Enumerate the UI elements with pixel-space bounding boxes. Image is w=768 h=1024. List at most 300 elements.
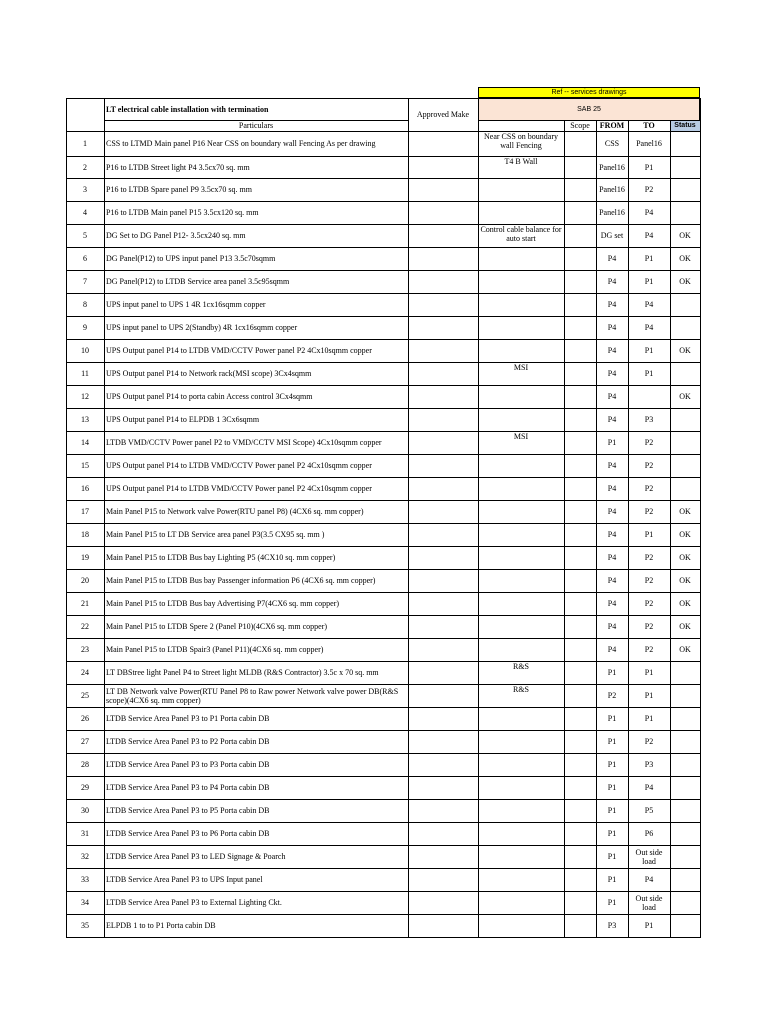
row-status: [670, 131, 700, 156]
row-to: P1: [644, 369, 654, 378]
row-status: OK: [679, 277, 691, 286]
row-to: P4: [644, 208, 654, 217]
row-scope: [564, 753, 596, 776]
row-number: 29: [81, 783, 89, 792]
row-from: P4: [607, 346, 617, 355]
row-particular: LTDB Service Area Panel P3 to P1 Porta cabin DB: [106, 714, 270, 723]
vertical-rule: [628, 120, 629, 938]
row-particular: CSS to LTMD Main panel P16 Near CSS on boundary wall Fencing As per drawing: [106, 139, 376, 148]
row-particular: UPS input panel to UPS 1 4R 1cx16sqmm copper: [106, 300, 266, 309]
row-scope: [564, 523, 596, 546]
row-to: P4: [644, 231, 654, 240]
row-note: [478, 891, 564, 914]
row-from: CSS: [604, 139, 620, 148]
row-make: [408, 293, 478, 316]
row-make: [408, 914, 478, 937]
row-particular: UPS Output panel P14 to LTDB VMD/CCTV Power panel P2 4Cx10sqmm copper: [106, 484, 372, 493]
row-particular: LTDB Service Area Panel P3 to P6 Porta cabin DB: [106, 829, 270, 838]
row-status: [670, 316, 700, 339]
row-status: OK: [679, 392, 691, 401]
row-make: [408, 477, 478, 500]
row-number: 12: [81, 392, 89, 401]
row-to: P4: [644, 323, 654, 332]
horizontal-rule: [66, 822, 701, 823]
horizontal-rule: [66, 730, 701, 731]
row-make: [408, 454, 478, 477]
row-note: Control cable balance for auto start: [480, 225, 562, 243]
row-from: P1: [607, 783, 617, 792]
row-particular: UPS Output panel P14 to porta cabin Access control 3Cx4sqmm: [106, 392, 313, 401]
row-from: P1: [607, 737, 617, 746]
row-number: 25: [81, 691, 89, 700]
row-number: 26: [81, 714, 89, 723]
row-number: 9: [83, 323, 87, 332]
particulars-header: Particulars: [238, 121, 274, 130]
row-number: 31: [81, 829, 89, 838]
row-make: [408, 799, 478, 822]
row-make: [408, 500, 478, 523]
row-particular: LTDB Service Area Panel P3 to P4 Porta cabin DB: [106, 783, 270, 792]
row-status: [670, 362, 700, 385]
row-scope: [564, 477, 596, 500]
row-note: [478, 454, 564, 477]
row-status: OK: [679, 507, 691, 516]
row-particular: UPS Output panel P14 to LTDB VMD/CCTV Power panel P2 4Cx10sqmm copper: [106, 346, 372, 355]
row-from: P4: [607, 415, 617, 424]
row-from: P1: [607, 875, 617, 884]
row-make: [408, 431, 478, 454]
horizontal-rule: [66, 937, 701, 938]
horizontal-rule: [66, 293, 701, 294]
row-scope: [564, 569, 596, 592]
row-from: P4: [607, 553, 617, 562]
row-from: P3: [607, 921, 617, 930]
row-number: 34: [81, 898, 89, 907]
horizontal-rule: [66, 477, 701, 478]
horizontal-rule: [66, 131, 701, 132]
vertical-rule: [596, 120, 597, 938]
row-number: 30: [81, 806, 89, 815]
row-status: [670, 201, 700, 224]
row-make: [408, 270, 478, 293]
row-number: 21: [81, 599, 89, 608]
row-number: 15: [81, 461, 89, 470]
row-scope: [564, 638, 596, 661]
row-to: P1: [644, 530, 654, 539]
row-note: [478, 914, 564, 937]
horizontal-rule: [66, 500, 701, 501]
row-particular: Main Panel P15 to LT DB Service area panel P3(3.5 CX95 sq. mm ): [106, 530, 325, 539]
row-from: P4: [607, 622, 617, 631]
row-number: 35: [81, 921, 89, 930]
row-to: P3: [644, 415, 654, 424]
row-number: 23: [81, 645, 89, 654]
row-number: 3: [83, 185, 87, 194]
row-from: P1: [607, 898, 617, 907]
horizontal-rule: [66, 615, 701, 616]
horizontal-rule: [66, 707, 701, 708]
row-scope: [564, 707, 596, 730]
horizontal-rule: [66, 98, 701, 99]
row-status: [670, 753, 700, 776]
row-make: [408, 592, 478, 615]
row-particular: LTDB Service Area Panel P3 to LED Signage & Poarch: [106, 852, 286, 861]
row-from: P4: [607, 323, 617, 332]
row-make: [408, 822, 478, 845]
row-to: P6: [644, 829, 654, 838]
row-from: P1: [607, 760, 617, 769]
row-number: 16: [81, 484, 89, 493]
row-particular: UPS Output panel P14 to LTDB VMD/CCTV Power panel P2 4Cx10sqmm copper: [106, 461, 372, 470]
row-make: [408, 707, 478, 730]
row-status: OK: [679, 645, 691, 654]
horizontal-rule: [66, 408, 701, 409]
row-scope: [564, 799, 596, 822]
horizontal-rule: [66, 247, 701, 248]
row-number: 8: [83, 300, 87, 309]
row-make: [408, 247, 478, 270]
row-make: [408, 615, 478, 638]
row-scope: [564, 684, 596, 707]
row-note: [478, 247, 564, 270]
row-status: [670, 477, 700, 500]
row-from: P1: [607, 714, 617, 723]
row-scope: [564, 178, 596, 201]
row-scope: [564, 131, 596, 156]
row-from: P1: [607, 852, 617, 861]
row-status: [670, 868, 700, 891]
row-make: [408, 730, 478, 753]
row-make: [408, 868, 478, 891]
horizontal-rule: [66, 914, 701, 915]
row-scope: [564, 822, 596, 845]
row-make: [408, 776, 478, 799]
row-particular: ELPDB 1 to to P1 Porta cabin DB: [106, 921, 216, 930]
row-note: [478, 822, 564, 845]
row-number: 19: [81, 553, 89, 562]
row-from: P4: [607, 507, 617, 516]
row-from: P4: [607, 392, 617, 401]
row-status: [670, 799, 700, 822]
horizontal-rule: [66, 845, 701, 846]
to-header: TO: [643, 121, 655, 130]
row-to: P2: [644, 622, 654, 631]
row-make: [408, 339, 478, 362]
row-scope: [564, 339, 596, 362]
row-particular: P16 to LTDB Spare panel P9 3.5cx70 sq. mm: [106, 185, 252, 194]
row-scope: [564, 270, 596, 293]
horizontal-rule: [66, 868, 701, 869]
row-make: [408, 523, 478, 546]
row-make: [408, 201, 478, 224]
row-from: P1: [607, 438, 617, 447]
row-from: Panel16: [599, 185, 625, 194]
row-number: 11: [81, 369, 89, 378]
row-note: [478, 799, 564, 822]
row-from: P4: [607, 530, 617, 539]
horizontal-rule: [66, 891, 701, 892]
horizontal-rule: [66, 523, 701, 524]
row-note: [478, 753, 564, 776]
row-to: P2: [644, 737, 654, 746]
horizontal-rule: [66, 661, 701, 662]
row-scope: [564, 362, 596, 385]
row-particular: Main Panel P15 to LTDB Bus bay Passenger information P6 (4CX6 sq. mm copper): [106, 576, 376, 585]
row-number: 7: [83, 277, 87, 286]
row-to: Panel16: [636, 139, 662, 148]
row-to: P2: [644, 553, 654, 562]
row-number: 22: [81, 622, 89, 631]
horizontal-rule: [66, 684, 701, 685]
row-status: [670, 156, 700, 178]
from-header: FROM: [599, 121, 625, 130]
row-note: [478, 707, 564, 730]
row-particular: UPS Output panel P14 to Network rack(MSI scope) 3Cx4sqmm: [106, 369, 312, 378]
horizontal-rule: [66, 799, 701, 800]
row-particular: LTDB Service Area Panel P3 to External Lighting Ckt.: [106, 898, 282, 907]
row-make: [408, 178, 478, 201]
row-scope: [564, 408, 596, 431]
row-make: [408, 362, 478, 385]
horizontal-rule: [66, 776, 701, 777]
ref-header: Ref -- services drawings: [478, 87, 700, 98]
row-note: [478, 523, 564, 546]
row-to: P1: [644, 921, 654, 930]
horizontal-rule: [66, 753, 701, 754]
horizontal-rule: [66, 156, 701, 157]
row-particular: LTDB Service Area Panel P3 to P3 Porta cabin DB: [106, 760, 270, 769]
row-make: [408, 684, 478, 707]
row-scope: [564, 454, 596, 477]
row-note: [478, 178, 564, 201]
row-scope: [564, 247, 596, 270]
row-particular: P16 to LTDB Main panel P15 3.5cx120 sq. mm: [106, 208, 259, 217]
row-scope: [564, 385, 596, 408]
row-status: OK: [679, 254, 691, 263]
row-particular: DG Panel(P12) to UPS input panel P13 3.5c70sqmm: [106, 254, 276, 263]
row-status: [670, 822, 700, 845]
row-make: [408, 546, 478, 569]
row-note: [478, 868, 564, 891]
row-number: 33: [81, 875, 89, 884]
row-note: [478, 270, 564, 293]
row-particular: LTDB Service Area Panel P3 to UPS Input panel: [106, 875, 263, 884]
row-to: Out side load: [635, 847, 663, 866]
row-particular: LT DBStree light Panel P4 to Street light MLDB (R&S Contractor) 3.5c x 70 sq. mm: [106, 668, 379, 677]
row-to: P1: [644, 714, 654, 723]
row-note: [478, 638, 564, 661]
horizontal-rule: [66, 270, 701, 271]
row-note: [478, 592, 564, 615]
row-make: [408, 661, 478, 684]
row-make: [408, 316, 478, 339]
row-to: [628, 385, 670, 408]
row-to: P1: [644, 162, 654, 172]
row-status: [670, 293, 700, 316]
row-to: P1: [644, 254, 654, 263]
row-to: P2: [644, 576, 654, 585]
row-make: [408, 891, 478, 914]
row-from: P4: [607, 277, 617, 286]
row-scope: [564, 156, 596, 178]
horizontal-rule: [478, 120, 701, 121]
row-particular: Main Panel P15 to LTDB Spere 2 (Panel P10)(4CX6 sq. mm copper): [106, 622, 328, 631]
row-to: P1: [644, 346, 654, 355]
row-scope: [564, 615, 596, 638]
row-note: [478, 776, 564, 799]
row-particular: Main Panel P15 to LTDB Bus bay Lighting P5 (4CX10 sq. mm copper): [106, 553, 336, 562]
row-status: [670, 408, 700, 431]
row-note: [478, 201, 564, 224]
row-note: [478, 845, 564, 868]
row-status: OK: [679, 553, 691, 562]
row-from: Panel16: [599, 162, 625, 172]
row-status: OK: [679, 576, 691, 585]
row-particular: Main Panel P15 to Network valve Power(RTU panel P8) (4CX6 sq. mm copper): [106, 507, 364, 516]
row-particular: LTDB Service Area Panel P3 to P2 Porta cabin DB: [106, 737, 270, 746]
row-status: [670, 730, 700, 753]
row-scope: [564, 224, 596, 247]
row-scope: [564, 293, 596, 316]
horizontal-rule: [66, 546, 701, 547]
row-particular: DG Panel(P12) to LTDB Service area panel 3.5c95sqmm: [106, 277, 290, 286]
row-particular: LTDB Service Area Panel P3 to P5 Porta cabin DB: [106, 806, 270, 815]
row-note: MSI: [513, 363, 529, 372]
row-to: P1: [644, 668, 654, 677]
row-to: P2: [644, 185, 654, 194]
status-header: Status: [670, 120, 700, 131]
approved-make-header: Approved Make: [416, 109, 470, 119]
row-status: OK: [679, 622, 691, 631]
row-scope: [564, 546, 596, 569]
row-status: [670, 661, 700, 684]
row-number: 13: [81, 415, 89, 424]
row-from: P4: [607, 484, 617, 493]
row-status: OK: [679, 346, 691, 355]
row-particular: Main Panel P15 to LTDB Spair3 (Panel P11)(4CX6 sq. mm copper): [106, 645, 324, 654]
row-scope: [564, 661, 596, 684]
row-note: [478, 316, 564, 339]
horizontal-rule: [66, 454, 701, 455]
row-status: OK: [679, 231, 691, 240]
horizontal-rule: [66, 224, 701, 225]
row-make: [408, 224, 478, 247]
row-scope: [564, 730, 596, 753]
row-to: P2: [644, 507, 654, 516]
row-status: [670, 776, 700, 799]
row-particular: UPS input panel to UPS 2(Standby) 4R 1cx16sqmm copper: [106, 323, 298, 332]
row-note: [478, 615, 564, 638]
row-number: 10: [81, 346, 89, 355]
row-to: Out side load: [635, 893, 663, 912]
row-make: [408, 569, 478, 592]
horizontal-rule: [66, 592, 701, 593]
row-from: P4: [607, 576, 617, 585]
horizontal-rule: [66, 431, 701, 432]
row-from: P1: [607, 829, 617, 838]
row-scope: [564, 201, 596, 224]
row-to: P1: [644, 277, 654, 286]
row-make: [408, 408, 478, 431]
horizontal-rule: [66, 316, 701, 317]
row-status: OK: [679, 599, 691, 608]
row-note: Near CSS on boundary wall Fencing: [484, 132, 558, 150]
row-number: 18: [81, 530, 89, 539]
row-number: 4: [83, 208, 87, 217]
row-particular: DG Set to DG Panel P12- 3.5cx240 sq. mm: [106, 231, 246, 240]
row-note: [478, 569, 564, 592]
row-from: P1: [607, 668, 617, 677]
row-make: [408, 753, 478, 776]
vertical-rule: [670, 120, 671, 938]
row-from: P2: [607, 691, 617, 700]
row-status: [670, 684, 700, 707]
row-to: P2: [644, 599, 654, 608]
row-number: 27: [81, 737, 89, 746]
row-particular: UPS Output panel P14 to ELPDB 1 3Cx6sqmm: [106, 415, 260, 424]
row-make: [408, 156, 478, 178]
row-note: MSI: [513, 432, 529, 441]
row-note: [478, 293, 564, 316]
row-scope: [564, 914, 596, 937]
vertical-rule: [564, 120, 565, 938]
horizontal-rule: [66, 569, 701, 570]
row-scope: [564, 891, 596, 914]
row-status: [670, 178, 700, 201]
row-from: P4: [607, 369, 617, 378]
row-make: [408, 385, 478, 408]
row-number: 1: [83, 139, 87, 148]
row-note: [478, 477, 564, 500]
row-status: [670, 891, 700, 914]
row-to: P1: [644, 691, 654, 700]
row-make: [408, 131, 478, 156]
row-to: P2: [644, 645, 654, 654]
row-particular: LT DB Network valve Power(RTU Panel P8 to Raw power Network valve power DB(R&S scope)(4CX6 sq. mm copper): [106, 686, 399, 705]
row-scope: [564, 431, 596, 454]
row-number: 6: [83, 254, 87, 263]
row-status: [670, 431, 700, 454]
row-particular: P16 to LTDB Street light P4 3.5cx70 sq. mm: [106, 162, 250, 172]
row-to: P2: [644, 484, 654, 493]
row-to: P2: [644, 438, 654, 447]
row-particular: Main Panel P15 to LTDB Bus bay Advertising P7(4CX6 sq. mm copper): [106, 599, 340, 608]
row-note: R&S: [512, 685, 529, 694]
row-make: [408, 845, 478, 868]
row-note: [478, 339, 564, 362]
row-status: [670, 454, 700, 477]
row-to: P4: [644, 300, 654, 309]
row-note: [478, 408, 564, 431]
row-number: 17: [81, 507, 89, 516]
row-from: DG set: [600, 231, 624, 240]
sab-header: SAB 25: [478, 98, 700, 120]
row-status: [670, 845, 700, 868]
row-status: [670, 914, 700, 937]
horizontal-rule: [66, 385, 701, 386]
row-to: P4: [644, 783, 654, 792]
row-note: [478, 546, 564, 569]
row-to: P2: [644, 461, 654, 470]
row-note: [478, 730, 564, 753]
row-to: P4: [644, 875, 654, 884]
row-particular: LTDB VMD/CCTV Power panel P2 to VMD/CCTV MSI Scope) 4Cx10sqmm copper: [106, 438, 382, 447]
row-status: [670, 707, 700, 730]
row-number: 28: [81, 760, 89, 769]
row-status: OK: [679, 530, 691, 539]
row-note: [478, 385, 564, 408]
row-number: 5: [83, 231, 87, 240]
